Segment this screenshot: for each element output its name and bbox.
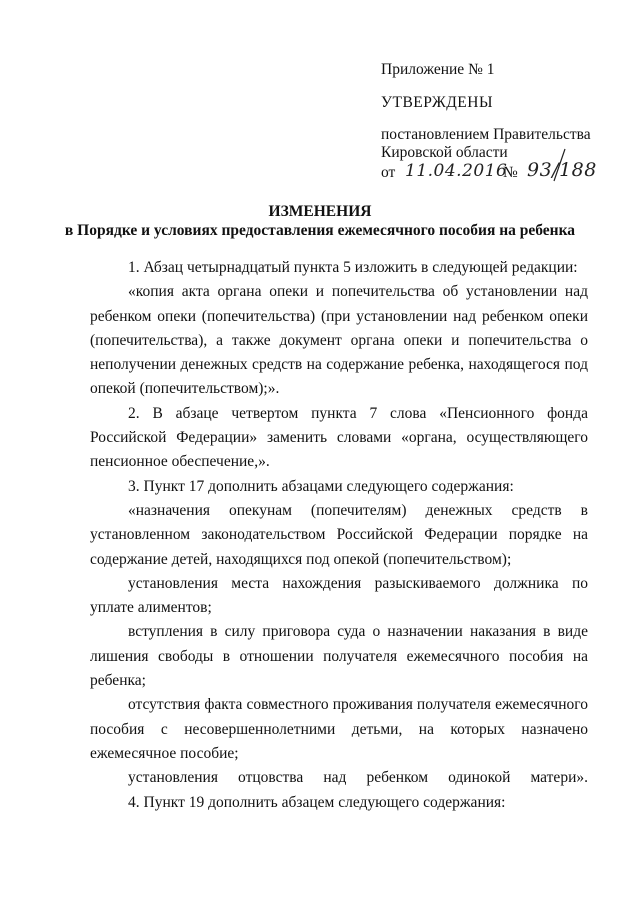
decree-date-number [381, 161, 621, 191]
paragraph: установления места нахождения разыскиваемого должника по уплате алиментов; [90, 574, 588, 617]
handwritten-date: 11.04.2016 [405, 161, 508, 181]
paragraph: «копия акта органа опеки и попечительства об установлении над ребенком опеки (попечительства) (при установлении над ребенком опеки (попечительства), а также документ органа опеки и попечительства о неполучении денежных средств на содержание ребенка, находящегося под опекой (попечительством);». [90, 283, 588, 398]
paragraph: 4. Пункт 19 дополнить абзацем следующего содержания: [128, 793, 506, 811]
number-prefix: № [503, 164, 518, 181]
paragraph: «назначения опекунам (попечителям) денежных средств в установленном законодательством Российской Федерации порядке на содержание детей, находящихся под опекой (попечительством); [90, 501, 588, 568]
decree-line-2: Кировской области [381, 144, 508, 161]
paragraph: 2. В абзаце четвертом пункта 7 слова «Пенсионного фонда Российской Федерации» заменить словами «органа, осуществляющего пенсионное обеспечение,». [90, 404, 588, 471]
decree-reference [381, 126, 621, 162]
document-subtitle: в Порядке и условиях предоставления ежемесячного пособия на ребенка [64, 222, 576, 239]
document-body [90, 256, 588, 815]
handwritten-number: 93/188 [527, 159, 597, 181]
document-title: ИЗМЕНЕНИЯ [268, 203, 372, 220]
paragraph: 1. Абзац четырнадцатый пункта 5 изложить в следующей редакции: [128, 259, 578, 276]
handwritten-slash-mark [550, 148, 568, 182]
approved-label: УТВЕРЖДЕНЫ [381, 94, 493, 111]
date-prefix: от [381, 164, 396, 181]
paragraph: отсутствия факта совместного проживания получателя ежемесячного пособия с несовершеннолетними детьми, на которых назначено ежемесячное пособие; [90, 696, 588, 762]
decree-line-1: постановлением Правительства [381, 126, 591, 143]
paragraph: вступления в силу приговора суда о назначении наказания в виде лишения свободы в отношении получателя ежемесячного пособия на ребенка; [90, 623, 588, 690]
appendix-label: Приложение № 1 [381, 61, 495, 78]
paragraph: 3. Пункт 17 дополнить абзацами следующего содержания: [128, 477, 514, 495]
paragraph: установления отцовства над ребенком одинокой матери». [128, 769, 588, 787]
